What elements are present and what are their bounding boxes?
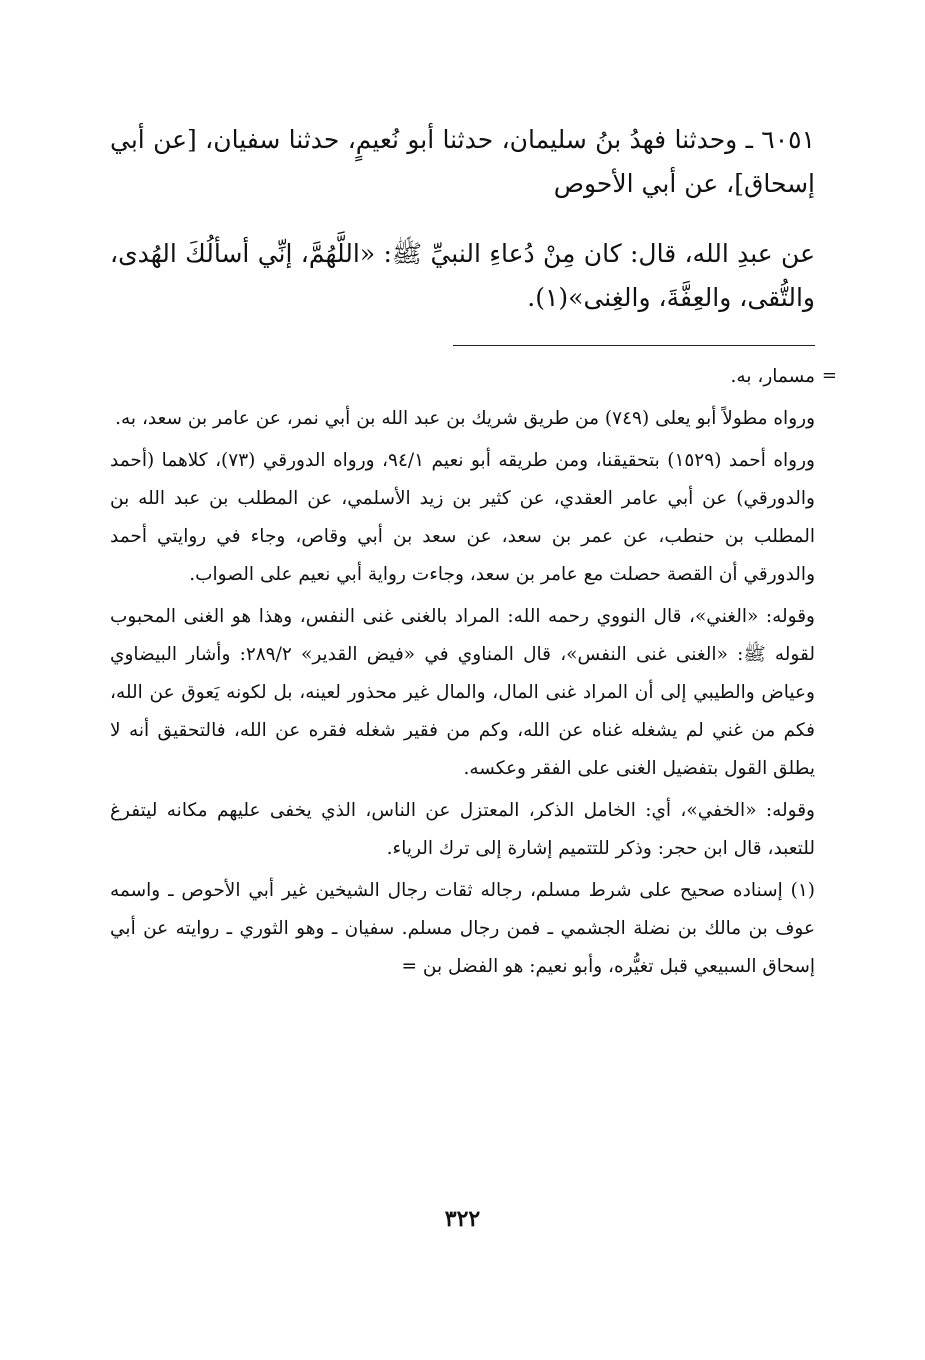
footnotes: [110, 358, 815, 990]
footnote-paragraph: (١) إسناده صحيح على شرط مسلم، رجاله ثقات رجال الشيخين غير أبي الأحوص ـ واسمه عوف بن مالك بن نضلة الجشمي ـ فمن رجال مسلم. سفيان ـ وهو الثوري ـ روايته عن أبي إسحاق السبيعي قبل تغيُّره، وأبو نعيم: هو الفضل بن =: [110, 880, 815, 977]
hadith-isnad: ٦٠٥١ ـ وحدثنا فهدُ بنُ سليمان، حدثنا أبو نُعيمٍ، حدثنا سفيان، [عن أبي إسحاق]، عن أبي الأحوص: [110, 125, 815, 198]
page-number: ٣٢٢: [444, 1206, 481, 1232]
footnote-paragraph: مسمار، به.: [730, 366, 815, 387]
footnote-continuation-mark: =: [821, 365, 837, 386]
footnote-paragraph: وقوله: «الخفي»، أي: الخامل الذكر، المعتزل عن الناس، الذي يخفى عليهم مكانه ليتفرغ للتعبد، قال ابن حجر: وذكر للتتميم إشارة إلى ترك الرياء.: [110, 800, 815, 859]
footnote-separator: [453, 345, 815, 346]
hadith-matn: عن عبدِ الله، قال: كان مِنْ دُعاءِ النبيِّ ﷺ: «اللَّهُمَّ، إنِّي أسألُكَ الهُدى، والتُّقى، والعِفَّةَ، والغِنى»(١).: [110, 239, 815, 312]
footnote-paragraph: ورواه أحمد (١٥٢٩) بتحقيقنا، ومن طريقه أبو نعيم ٩٤/١، ورواه الدورقي (٧٣)، كلاهما (أحمد والدورقي) عن أبي عامر العقدي، عن كثير بن زيد الأسلمي، عن المطلب بن عبد الله بن المطلب بن حنطب، عن عمر بن سعد، عن سعد بن أبي وقاص، وجاء في روايتي أحمد والدورقي أن القصة حصلت مع عامر بن سعد، وجاءت رواية أبي نعيم على الصواب.: [110, 450, 815, 585]
footnote-paragraph: ورواه مطولاً أبو يعلى (٧٤٩) من طريق شريك بن عبد الله بن أبي نمر، عن عامر بن سعد، به.: [115, 408, 815, 429]
footnote-paragraph: وقوله: «الغني»، قال النووي رحمه الله: المراد بالغنى غنى النفس، وهذا هو الغنى المحبوب لقوله ﷺ: «الغنى غنى النفس»، قال المناوي في «فيض القدير» ٢٨٩/٢: وأشار البيضاوي وعياض والطيبي إلى أن المراد غنى المال، والمال غير محذور لعينه، بل لكونه يَعوق عن الله، فكم من غني لم يشغله غناه عن الله، وكم من فقير شغله فقره عن الله، فالتحقيق أنه لا يطلق القول بتفضيل الغنى على الفقر وعكسه.: [110, 606, 815, 779]
